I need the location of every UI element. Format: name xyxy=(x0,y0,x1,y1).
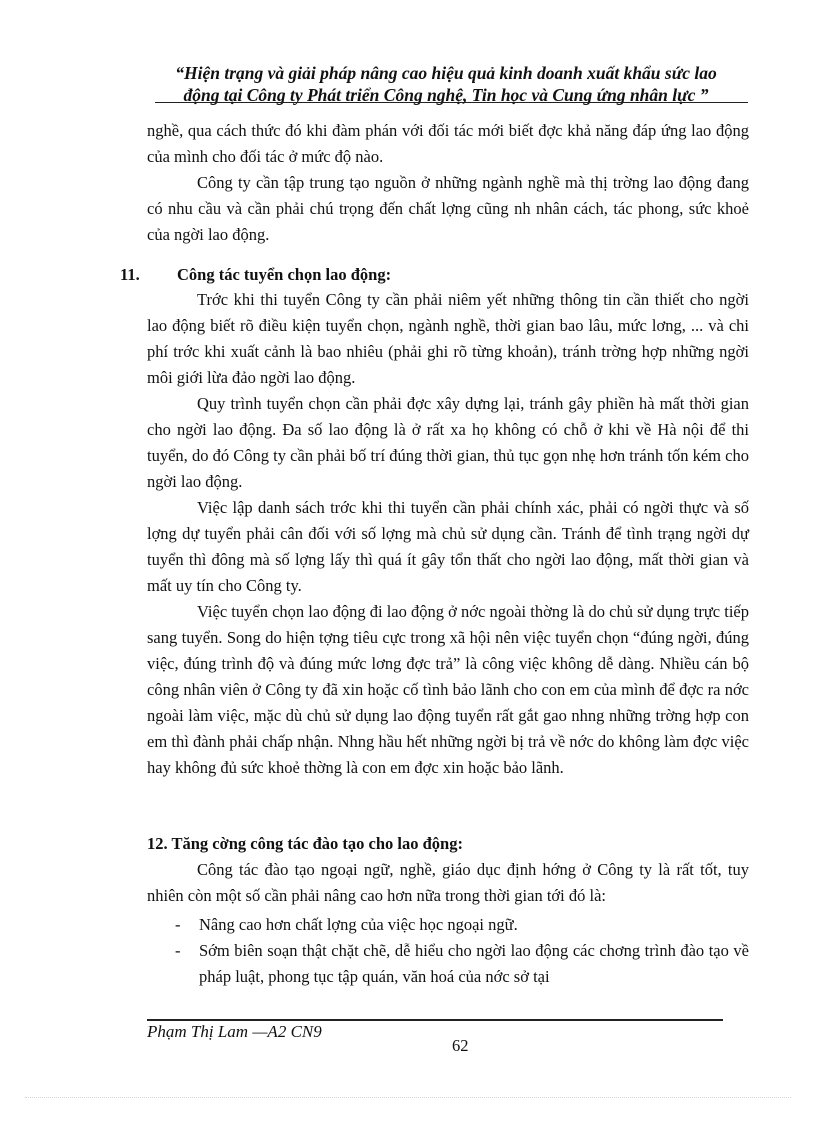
list-item xyxy=(147,938,749,990)
footer-author: Phạm Thị Lam —A2 CN9 xyxy=(147,1022,322,1041)
section-11-body xyxy=(147,287,749,781)
header-divider xyxy=(155,102,748,103)
page-number: 62 xyxy=(452,1036,469,1055)
page-bottom-dotted-line xyxy=(25,1097,791,1098)
body-paragraph: Công ty cần tập trung tạo nguồn ở những ngành nghề mà thị trờng lao động đang có nhu cầu và cần phải chú trọng đến chất lợng cũng nh nhân cách, tác phong, sức khoẻ của ngời lao động. xyxy=(147,173,749,244)
section-12-heading: 12. Tăng cờng công tác đào tạo cho lao động: xyxy=(147,834,463,853)
list-item-text: Sớm biên soạn thật chặt chẽ, dễ hiểu cho ngời lao động các chơng trình đào tạo về pháp luật, phong tục tập quán, văn hoá của nớc sở tại xyxy=(199,941,749,986)
list-item xyxy=(147,912,749,938)
body-paragraph: Công tác đào tạo ngoại ngữ, nghề, giáo dục định hớng ở Công ty là rất tốt, tuy nhiên còn một số cần phải nâng cao hơn nữa trong thời gian tới đó là: xyxy=(147,860,749,905)
body-paragraph: nghề, qua cách thức đó khi đàm phán với đối tác mới biết đợc khả năng đáp ứng lao động của mình cho đối tác ở mức độ nào. xyxy=(147,121,749,166)
body-paragraph: Trớc khi thi tuyển Công ty cần phải niêm yết những thông tin cần thiết cho ngời lao động biết rõ điều kiện tuyển chọn, ngành nghề, thời gian bao lâu, mức lơng, ... và chi phí trớc khi xuất cảnh là bao nhiêu (phải ghi rõ từng khoản), tránh trờng hợp những ngời môi giới lừa đảo ngời lao động. xyxy=(147,290,749,387)
body-paragraph: Việc lập danh sách trớc khi thi tuyển cần phải chính xác, phải có ngời thực và số lợng dự tuyển phải cân đối với số lợng mà chủ sử dụng cần. Tránh để tình trạng ngời dự tuyển thì đông mà số lợng lấy thì quá ít gây tổn thất cho ngời lao động, mất thời gian và mất uy tín cho Công ty. xyxy=(147,498,749,595)
body-paragraph: Quy trình tuyển chọn cần phải đợc xây dựng lại, tránh gây phiền hà mất thời gian cho ngời lao động. Đa số lao động là ở rất xa họ không có chỗ ở khi về Hà nội để thi tuyển, do đó Công ty cần phải bố trí đúng thời gian, thủ tục gọn nhẹ hơn tránh tốn kém cho ngời lao động. xyxy=(147,394,749,491)
section-11-heading: Công tác tuyển chọn lao động: xyxy=(177,265,392,284)
section-11-number: 11. xyxy=(120,265,140,284)
header-title-line-2: động tại Công ty Phát triển Công nghệ, Tin học và Cung ứng nhân lực ” xyxy=(183,85,709,105)
section-12-body xyxy=(147,857,749,909)
body-paragraph: Việc tuyển chọn lao động đi lao động ở nớc ngoài thờng là do chủ sử dụng trực tiếp sang tuyển. Song do hiện tợng tiêu cực trong xã hội nên việc tuyển chọn “đúng ngời, đúng việc, đúng trình độ và đúng mức lơng đợc trả” là công việc không dễ dàng. Nhiều cán bộ công nhân viên ở Công ty đã xin hoặc cố tình bảo lãnh cho con em của mình để đợc ra nớc ngoài làm việc, mặc dù chủ sử dụng lao động tuyển rất gắt gao nhng những trờng hợp con em thì đành phải chấp nhận. Nhng hầu hết những ngời bị trả về nớc do không làm đợc việc hay không đủ sức khoẻ thờng là con em đợc xin hoặc bảo lãnh. xyxy=(147,602,749,777)
header-title-line-1: “Hiện trạng và giải pháp nâng cao hiệu quả kinh doanh xuất khẩu sức lao xyxy=(175,63,717,83)
intro-text xyxy=(147,118,749,248)
section-12-bullet-list xyxy=(147,912,749,990)
list-item-text: Nâng cao hơn chất lợng của việc học ngoại ngữ. xyxy=(199,915,518,934)
bullet-dash: - xyxy=(175,915,181,934)
bullet-dash: - xyxy=(175,941,181,960)
running-header xyxy=(140,62,752,106)
footer-divider xyxy=(147,1019,723,1021)
